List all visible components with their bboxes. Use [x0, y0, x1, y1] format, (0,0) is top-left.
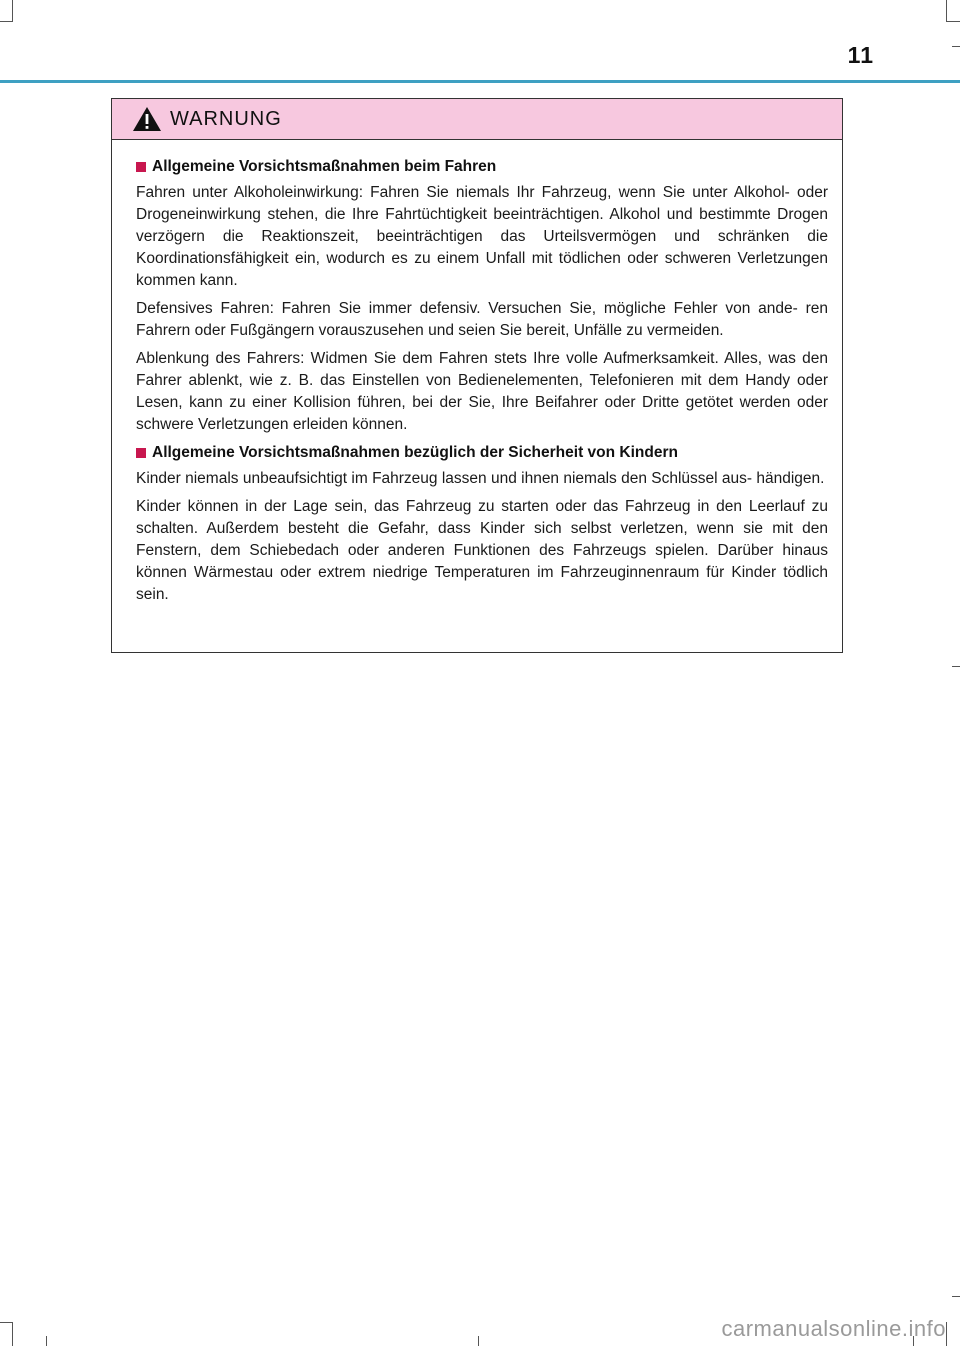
crop-mark	[952, 46, 960, 47]
header-rule	[0, 80, 960, 83]
crop-mark	[946, 1322, 947, 1346]
section-heading-text: Allgemeine Vorsichtsmaßnahmen beim Fahren	[152, 158, 497, 175]
crop-mark	[946, 0, 947, 22]
crop-mark	[12, 0, 13, 22]
section-heading	[136, 444, 828, 462]
section-heading	[136, 158, 828, 176]
paragraph: Kinder können in der Lage sein, das Fahrzeug zu starten oder das Fahrzeug in den Leerlauf zu schalten. Außerdem besteht die Gefahr, dass Kinder sich selbst verletzen, wenn sie mit den Fenstern, dem Schiebedach oder anderen Funktionen des Fahrzeugs spielen. Darüber hinaus können Wärmestau oder extrem niedrige Temperaturen im Fahrzeuginnenraum für Kinder tödlich sein.	[136, 498, 828, 603]
warning-triangle-icon	[132, 106, 162, 132]
warning-section	[136, 444, 828, 606]
paragraph: Defensives Fahren: Fahren Sie immer defensiv. Versuchen Sie, mögliche Fehler von ande- ren Fahrern oder Fußgängern vorauszusehen und seien Sie bereit, Unfälle zu vermeiden.	[136, 300, 828, 339]
paragraph: Kinder niemals unbeaufsichtigt im Fahrzeug lassen und ihnen niemals den Schlüssel aus- händigen.	[136, 470, 825, 487]
section-heading-text: Allgemeine Vorsichtsmaßnahmen bezüglich der Sicherheit von Kindern	[152, 444, 678, 461]
crop-mark	[12, 1322, 13, 1346]
crop-mark	[478, 1336, 479, 1346]
warning-title: WARNUNG	[170, 107, 282, 130]
warning-body	[112, 140, 842, 606]
warning-box	[111, 98, 843, 653]
watermark: carmanualsonline.info	[721, 1316, 946, 1341]
crop-mark	[952, 1296, 960, 1297]
page-number: 11	[847, 42, 874, 68]
square-bullet-icon	[136, 448, 146, 458]
warning-section	[136, 158, 828, 436]
crop-mark	[952, 666, 960, 667]
square-bullet-icon	[136, 162, 146, 172]
paragraph: Ablenkung des Fahrers: Widmen Sie dem Fahren stets Ihre volle Aufmerksamkeit. Alles, was den Fahrer ablenkt, wie z. B. das Einstellen von Bedienelementen, Telefonieren mit dem Handy oder Lesen, kann zu einer Kollision führen, bei der Sie, Ihre Beifahrer oder Dritte getötet werden oder schwere Verletzungen erleiden können.	[136, 350, 828, 433]
paragraph: Fahren unter Alkoholeinwirkung: Fahren Sie niemals Ihr Fahrzeug, wenn Sie unter Alkohol- oder Drogeneinwirkung stehen, die Ihre Fahrtüchtigkeit beeinträchtigen. Alkohol und bestimmte Drogen verzögern die Reaktionszeit, beeinträchtigen das Urteilsvermögen und schränken die Koordinationsfähigkeit ein, wodurch es zu einem Unfall mit tödlichen oder schweren Verletzungen kommen kann.	[136, 184, 828, 289]
crop-mark	[946, 21, 960, 22]
crop-mark	[0, 1322, 12, 1323]
crop-mark	[0, 21, 12, 22]
crop-mark	[46, 1336, 47, 1346]
warning-header	[112, 99, 842, 140]
